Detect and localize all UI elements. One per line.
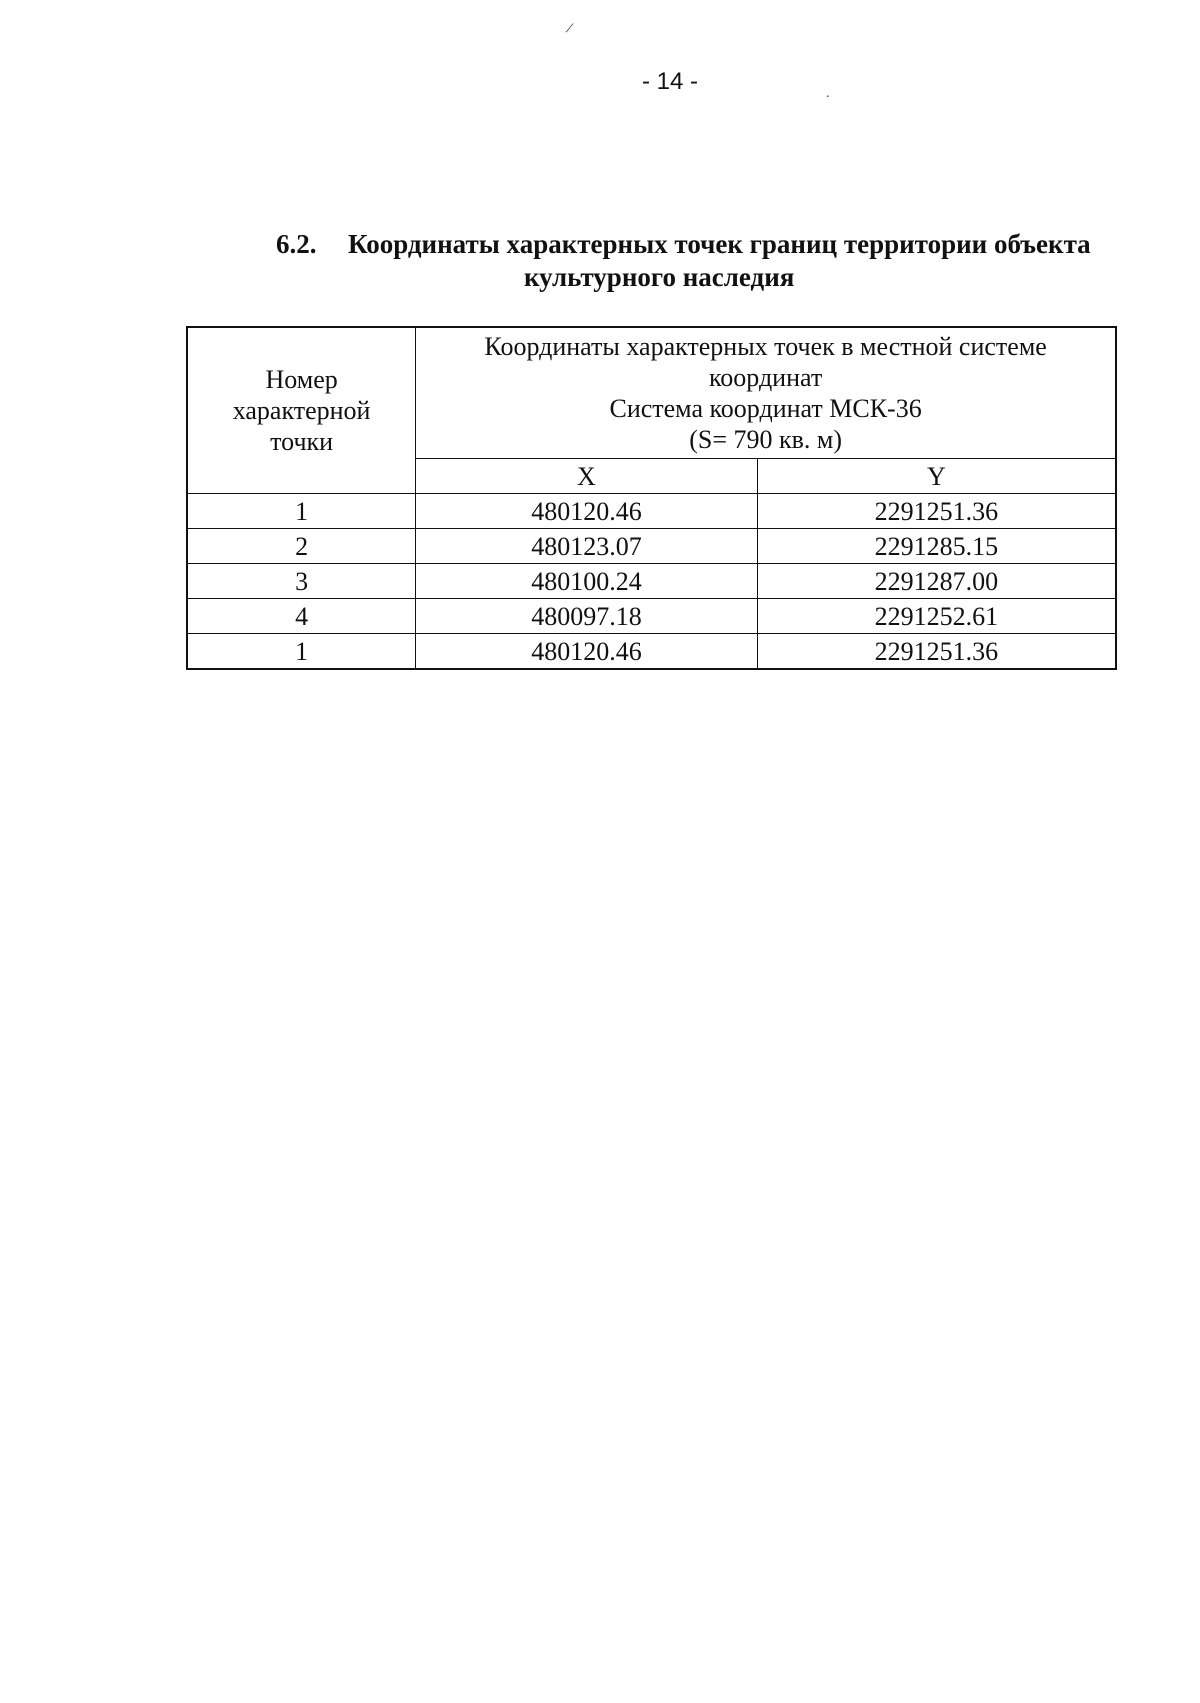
- heading-title-line-2: культурного наследия: [524, 262, 795, 292]
- scan-speck-top: /: [564, 19, 575, 38]
- cell-y: 2291251.36: [757, 494, 1116, 529]
- cell-x: 480097.18: [416, 599, 757, 634]
- cell-y: 2291252.61: [757, 599, 1116, 634]
- cell-point: 4: [187, 599, 416, 634]
- cell-y: 2291285.15: [757, 529, 1116, 564]
- table-row: [187, 599, 1116, 634]
- header-x: X: [416, 459, 757, 494]
- header-coords-line: координат: [708, 363, 823, 392]
- heading-line-1: [276, 228, 1156, 261]
- header-y: Y: [757, 459, 1116, 494]
- cell-point: 1: [187, 494, 416, 529]
- coordinates-table: [186, 326, 1117, 670]
- header-coords-line: Координаты характерных точек в местной системе: [484, 332, 1047, 361]
- scan-speck-right: .: [826, 86, 830, 101]
- header-point-line: точки: [270, 427, 334, 456]
- cell-x: 480120.46: [416, 494, 757, 529]
- cell-point: 2: [187, 529, 416, 564]
- table-row: [187, 529, 1116, 564]
- cell-x: 480120.46: [416, 634, 757, 670]
- cell-point: 1: [187, 634, 416, 670]
- header-point-number: [187, 327, 416, 494]
- page-number: - 14 -: [641, 68, 698, 95]
- table-row: [187, 634, 1116, 670]
- cell-point: 3: [187, 564, 416, 599]
- table-row: [187, 494, 1116, 529]
- section-number: 6.2.: [276, 229, 317, 259]
- header-coords-line: Система координат МСК-36: [609, 394, 922, 423]
- cell-y: 2291251.36: [757, 634, 1116, 670]
- header-point-line: характерной: [232, 396, 371, 425]
- cell-x: 480100.24: [416, 564, 757, 599]
- section-heading: [276, 228, 1156, 294]
- header-point-line: Номер: [265, 365, 338, 394]
- heading-title-line-1: Координаты характерных точек границ территории объекта: [348, 229, 1091, 259]
- cell-x: 480123.07: [416, 529, 757, 564]
- header-coordinates: [416, 327, 1116, 459]
- table-row: [187, 564, 1116, 599]
- header-coords-line: (S= 790 кв. м): [689, 425, 843, 454]
- cell-y: 2291287.00: [757, 564, 1116, 599]
- table-header-row: [187, 327, 1116, 459]
